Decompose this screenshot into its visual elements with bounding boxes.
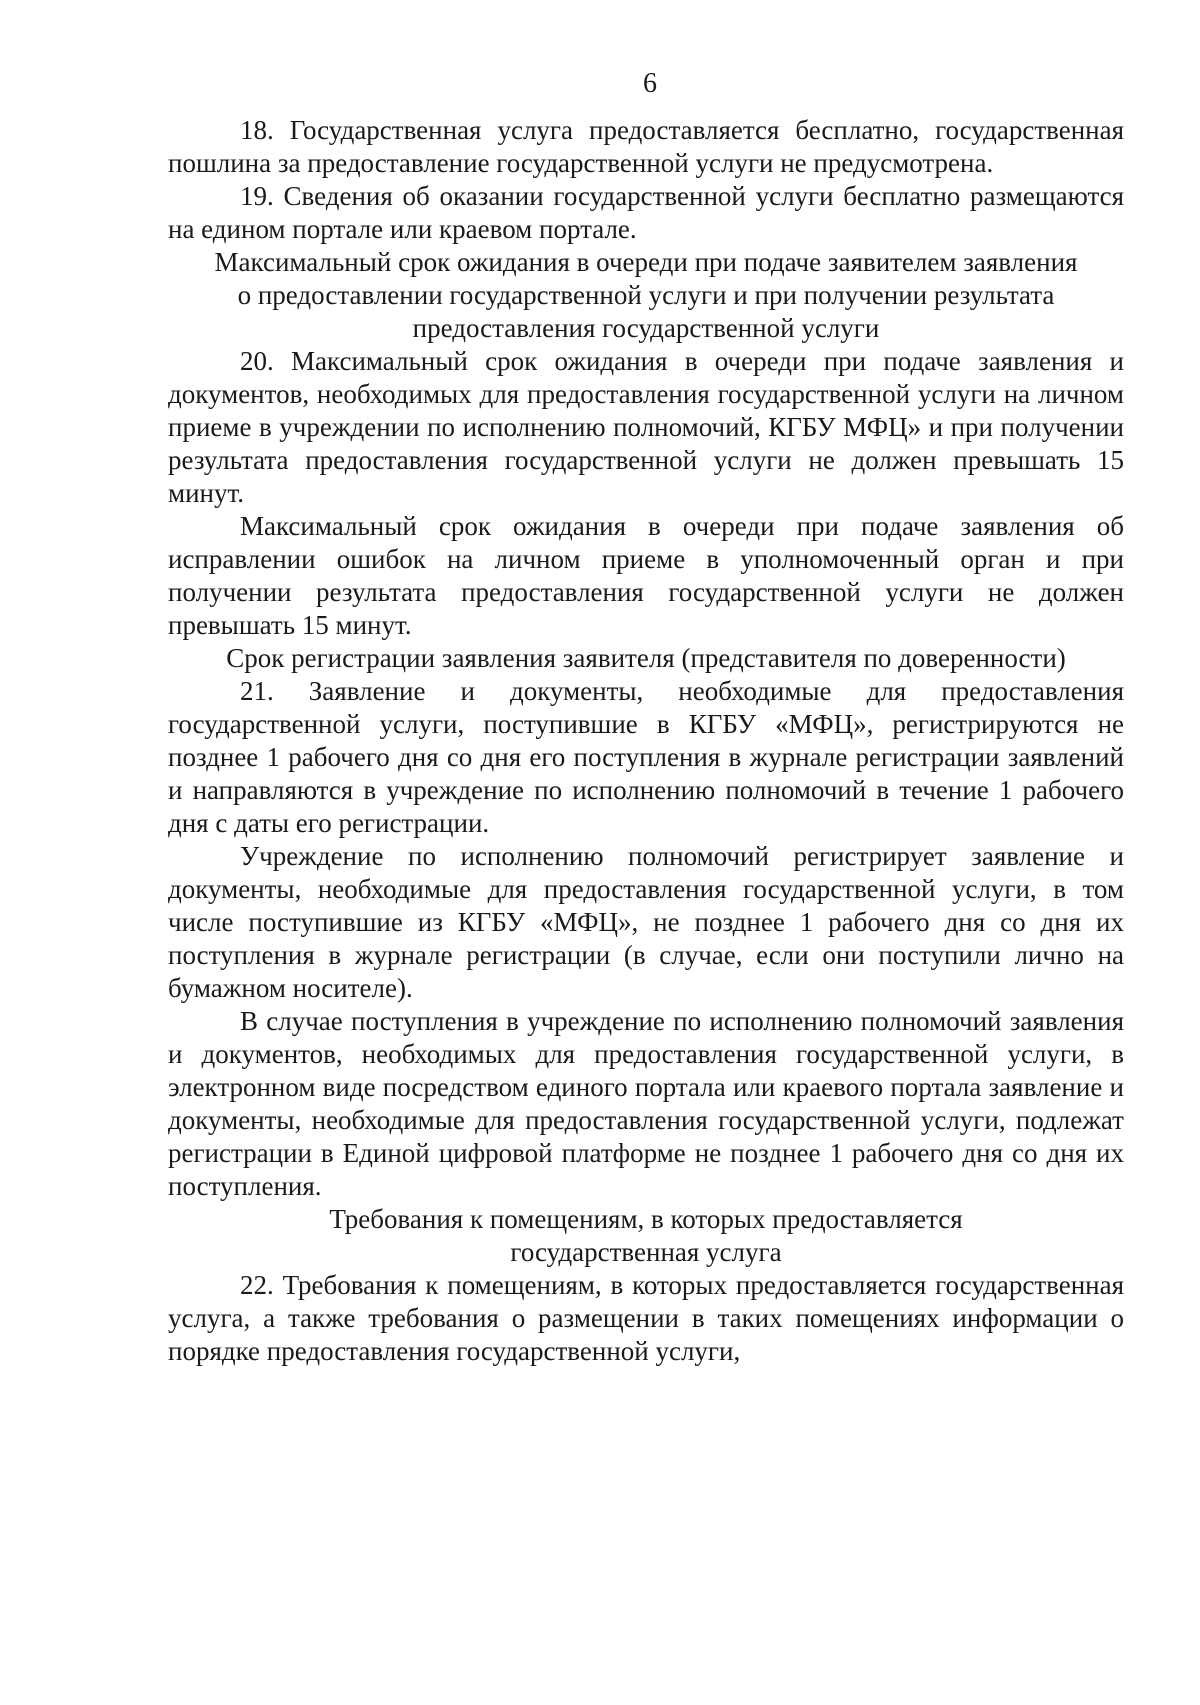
paragraph-21: 21. Заявление и документы, необходимые для предоставления государственной услуги, поступившие в КГБУ «МФЦ», регистрируются не позднее 1 рабочего дня со дня его поступления в журнале регистрации заявлений и направляются в учреждение по исполнению полномочий в течение 1 рабочего дня с даты его регистрации. [168, 676, 1124, 838]
paragraph-20: 20. Максимальный срок ожидания в очереди при подаче заявления и документов, необходимых для предоставления государственной услуги на личном приеме в учреждении по исполнению полномочий, КГБУ МФЦ» и при получении результата предоставления государственной услуги не должен превышать 15 минут. [168, 346, 1124, 508]
document-body [168, 114, 1124, 1368]
page-number: 6 [643, 68, 657, 99]
heading-line: Требования к помещениям, в которых предоставляется [329, 1204, 963, 1234]
paragraph-18: 18. Государственная услуга предоставляется бесплатно, государственная пошлина за предоставление государственной услуги не предусмотрена. [168, 115, 1124, 178]
section-heading-waiting-time [168, 246, 1124, 345]
heading-line: о предоставлении государственной услуги и при получении результата [237, 280, 1055, 310]
paragraph-22: 22. Требования к помещениям, в которых предоставляется государственная услуга, а также требования о размещении в таких помещениях информации о порядке предоставления государственной услуги, [168, 1270, 1124, 1366]
paragraph-21-institution: Учреждение по исполнению полномочий регистрирует заявление и документы, необходимые для предоставления государственной услуги, в том числе поступившие из КГБУ «МФЦ», не позднее 1 рабочего дня со дня их поступления в журнале регистрации (в случае, если они поступили лично на бумажном носителе). [168, 841, 1124, 1003]
section-heading-premises [168, 1203, 1124, 1269]
paragraph-19: 19. Сведения об оказании государственной услуги бесплатно размещаются на едином портале или краевом портале. [168, 181, 1124, 244]
heading-line: предоставления государственной услуги [412, 313, 880, 343]
heading-line: государственная услуга [510, 1237, 782, 1267]
paragraph-20-continued: Максимальный срок ожидания в очереди при подаче заявления об исправлении ошибок на личном приеме в уполномоченный орган и при получении результата предоставления государственной услуги не должен превышать 15 минут. [168, 511, 1124, 640]
heading-line: Максимальный срок ожидания в очереди при подаче заявителем заявления [214, 247, 1078, 277]
paragraph-21-electronic: В случае поступления в учреждение по исполнению полномочий заявления и документов, необходимых для предоставления государственной услуги, в электронном виде посредством единого портала или краевого портала заявление и документы, необходимые для предоставления государственной услуги, подлежат регистрации в Единой цифровой платформе не позднее 1 рабочего дня со дня их поступления. [168, 1006, 1124, 1201]
section-heading-registration: Срок регистрации заявления заявителя (представителя по доверенности) [226, 643, 1066, 673]
